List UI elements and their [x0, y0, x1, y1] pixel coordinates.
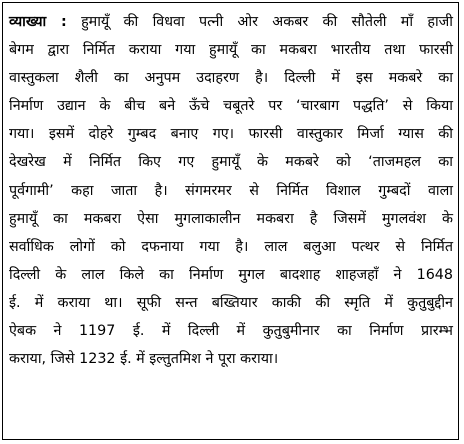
text-line: निर्माण उद्यान के बीच बने ऊँचे चबूतरे पर ‘चारबाग पद्धति’ से किया — [9, 98, 453, 115]
text-line: ई. में कराया था। सूफी सन्त बख्तियार काकी की स्मृति में कुतुबुद्दीन — [9, 294, 453, 311]
text-line — [9, 8, 453, 36]
text-line: ऐबक ने 1197 ई. में दिल्ली में कुतुबुमीनार का निर्माण प्रारम्भ — [9, 323, 453, 340]
line-text: हुमायूँ की विधवा पत्नी ओर अकबर की सौतेली माँ हाजी — [81, 14, 453, 30]
text-line: गया। इसमें दोहरे गुम्बद बनाए गए। फारसी वास्तुकार मिर्जा ग्यास की — [9, 126, 453, 143]
text-line: कराया, जिसे 1232 ई. में इल्तुतमिश ने पूरा कराया। — [9, 351, 279, 368]
text-line: बेगम द्वारा निर्मित कराया गया हुमायूँ का मकबरा भारतीय तथा फारसी — [9, 42, 453, 59]
text-line: हुमायूँ का मकबरा ऐसा मुगलाकालीन मकबरा है जिसमें मुगलवंश के — [9, 210, 453, 227]
text-line: दिल्ली के लाल किले का निर्माण मुगल बादशाह शाहजहाँ ने 1648 — [9, 266, 453, 283]
text-line: देखरेख में निर्मित किए गए हुमायूँ के मकबरे को ‘ताजमहल का — [9, 154, 453, 171]
text-line: पूर्वगामी’ कहा जाता है। संगमरमर से निर्मित विशाल गुम्बदों वाला — [9, 182, 453, 199]
text-line: वास्तुकला शैली का अनुपम उदाहरण है। दिल्ली में इस मकबरे का — [9, 70, 453, 87]
text-line: सर्वाधिक लोगों को दफनाया गया है। लाल बलुआ पत्थर से निर्मित — [9, 238, 453, 255]
passage-label: व्याख्या : — [9, 14, 67, 30]
passage-box — [2, 2, 459, 440]
passage — [9, 8, 453, 373]
